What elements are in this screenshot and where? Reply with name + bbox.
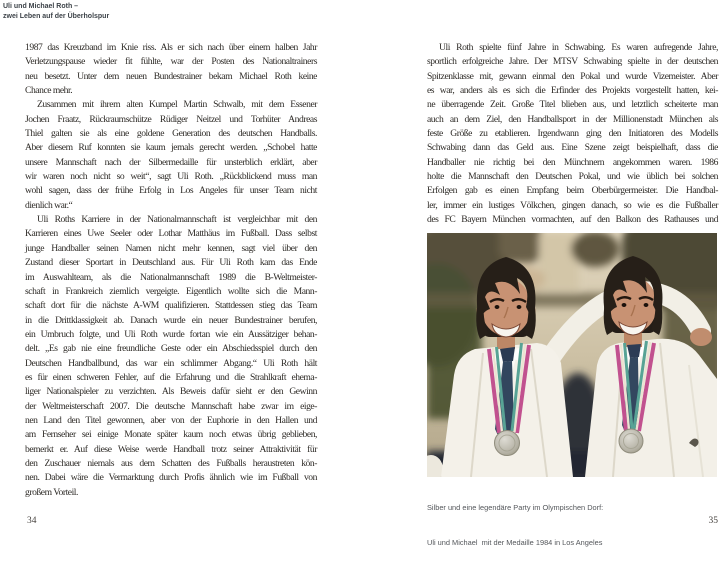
paragraph xyxy=(25,98,317,213)
text-line: schaft in Frankreich ziemlich vergeigte. Eigentlich wollte sich die Mann- xyxy=(25,285,317,297)
text-line: Verletzungspause wieder fit fühlte, war der Posten des Nationaltrainers xyxy=(25,56,317,68)
text-line: es war, anders als es sich die Erfinder des Projekts vorgestellt hatten, kei- xyxy=(427,85,718,97)
text-line: Schwabing dann das Geld aus. Eine Szene zeigt beispielhaft, dass die xyxy=(427,142,718,154)
text-line: Thiel galten sie als eine goldene Generation des deutschen Handballs. xyxy=(25,128,317,140)
text-line: im Auswahlteam, als die Nationalmannschaft 1989 die B-Weltmeister- xyxy=(25,271,317,283)
text-line: des FC Bayern München vormachten, auf den Balkon des Rathauses und xyxy=(427,214,718,226)
text-line: Jochen Fraatz, Rückraumschütze Rüdiger Neitzel und Torhüter Andreas xyxy=(25,113,317,125)
running-header-line2: zwei Leben auf der Überholspur xyxy=(3,12,110,20)
text-line: auch an dem Ziel, den Handballsport in der Millionenstadt München als xyxy=(427,113,718,125)
text-line: Handballer nie richtig bei den Münchnern angekommen waren. 1986 xyxy=(427,156,718,168)
text-line: Uli Roth spielte fünf Jahre in Schwabing. Es waren aufregende Jahre, xyxy=(439,42,718,53)
text-line: schaft dort für die nächste A-WM qualifizieren. Stattdessen stieg das Team xyxy=(25,300,317,312)
silver-medal-right xyxy=(619,429,643,453)
text-line: junge Handballer seinen Namen nicht mehr kennen, sagt viel über den xyxy=(25,242,317,254)
text-line: großem Vorteil. xyxy=(25,486,78,498)
text-line: Zusammen mit ihrem alten Kumpel Martin Schwalb, mit dem Essener xyxy=(37,99,317,111)
text-line: in die Drittklassigkeit ab. Danach wurde ein neuer Bundestrainer berufen, xyxy=(25,314,317,326)
text-line: nen. Dabei wäre die Vermarktung durch Profis ähnlich wie im Fußball von xyxy=(25,472,317,484)
paragraph xyxy=(25,41,317,98)
text-line: Deutschen Handballbund, das war ein schlimmer Abgang.“ Uli Roth hält xyxy=(25,357,317,369)
silver-medal-left xyxy=(495,431,520,456)
text-line: ne überragende Zeit. Große Titel blieben aus, und letztlich scheiterte man xyxy=(427,99,718,111)
paragraph xyxy=(427,41,718,227)
text-line: am Fernseher sei einige Monate später kaum noch etwas übrig geblieben, xyxy=(25,429,317,441)
text-line: ler, immer ein lustiges Völkchen, gingen danach, so wie es die Fußballer xyxy=(427,199,718,211)
text-line: wir waren noch nicht so weit“, sagt Uli Roth. „Rückblickend muss man xyxy=(25,171,317,183)
text-line: wohl sagen, dass der frühe Erfolg in Los Angeles für unser Team nicht xyxy=(25,185,317,197)
text-line: Karrieren eines Uwe Seeler oder Lothar Matthäus im Fußball. Dass selbst xyxy=(25,228,317,240)
paragraph xyxy=(25,213,317,500)
text-line: liger Nationalspieler zu verzichten. Als Beweis dafür sieht er den Gewinn xyxy=(25,386,317,398)
photo-caption-line2: Uli und Michael mit der Medaille 1984 in Los Angeles xyxy=(427,537,603,547)
text-line: 1987 das Kreuzband im Knie riss. Als er sich nach über einem halben Jahr xyxy=(25,42,317,53)
text-line: nen Land den Titel gewonnen, aber von der Euphorie in den Hallen und xyxy=(25,414,317,426)
text-line: der Weltmeisterschaft 2007. Die deutsche Mannschaft habe zwar im eige- xyxy=(25,400,317,412)
text-line: sportlich erfolgreiche Jahre. Der MTSV Schwabing spielte in der deutschen xyxy=(427,56,718,68)
text-line: feste Größe zu etablieren. Irgendwann ging den Initiatoren des Modells xyxy=(427,128,718,140)
hand xyxy=(690,328,712,346)
text-line: Zustand dieser Sportart in Deutschland aus. Für Uli Roth kam das Ende xyxy=(25,257,317,269)
text-line: Erfolgen gab es einen Empfang beim Oberbürgermeister. Die Handbal- xyxy=(427,185,718,197)
text-line: Spitzenklasse mit, gewann einmal den Pokal und wurde Vizemeister. Aber xyxy=(427,70,718,82)
photo-caption-line1: Silber und eine legendäre Party im Olympischen Dorf: xyxy=(427,503,604,513)
right-page-text-column xyxy=(427,41,718,227)
text-line: unsere Mannschaft nach der Silbermedaille für unsterblich erklärt, aber xyxy=(25,156,317,168)
page-number-right: 35 xyxy=(708,516,718,526)
text-line: neu besetzt. Unter dem neuen Bundestrainer bekam Michael Roth keine xyxy=(25,70,317,82)
running-header xyxy=(3,2,109,21)
text-line: bemerkt er. Auf diese Weise werde Handball trotz seiner Attraktivität für xyxy=(25,443,317,455)
page-number-left: 34 xyxy=(27,516,37,526)
text-line: Aber diesem Ruf konnten sie kaum jemals gerecht werden. „Schobel hatte xyxy=(25,142,317,154)
text-line: holte die Mannschaft den Deutschen Pokal, und wie üblich bei solchen xyxy=(427,171,718,183)
text-line: ein Umbruch folgte, und Uli Roth wurde fortan wie ein Aussätziger behan- xyxy=(25,328,317,340)
text-line: den Zuschauer niemals aus dem Schatten des Fußballs heraustreten kön- xyxy=(25,457,317,469)
text-line: Chance mehr. xyxy=(25,85,73,97)
text-line: es für einen schweren Fehler, auf die Erfahrung und die Strahlkraft ehema- xyxy=(25,371,317,383)
text-line: delt. „Es gab nie eine freundliche Geste oder ein Abschiedsspiel durch den xyxy=(25,343,317,355)
running-header-line1: Uli und Michael Roth – xyxy=(3,3,79,10)
left-page-text-column xyxy=(25,41,317,500)
photo-uli-and-michael-medals xyxy=(427,233,717,477)
text-line: dienlich war.“ xyxy=(25,199,73,211)
text-line: Uli Roths Karriere in der Nationalmannschaft ist vergleichbar mit den xyxy=(37,214,317,226)
